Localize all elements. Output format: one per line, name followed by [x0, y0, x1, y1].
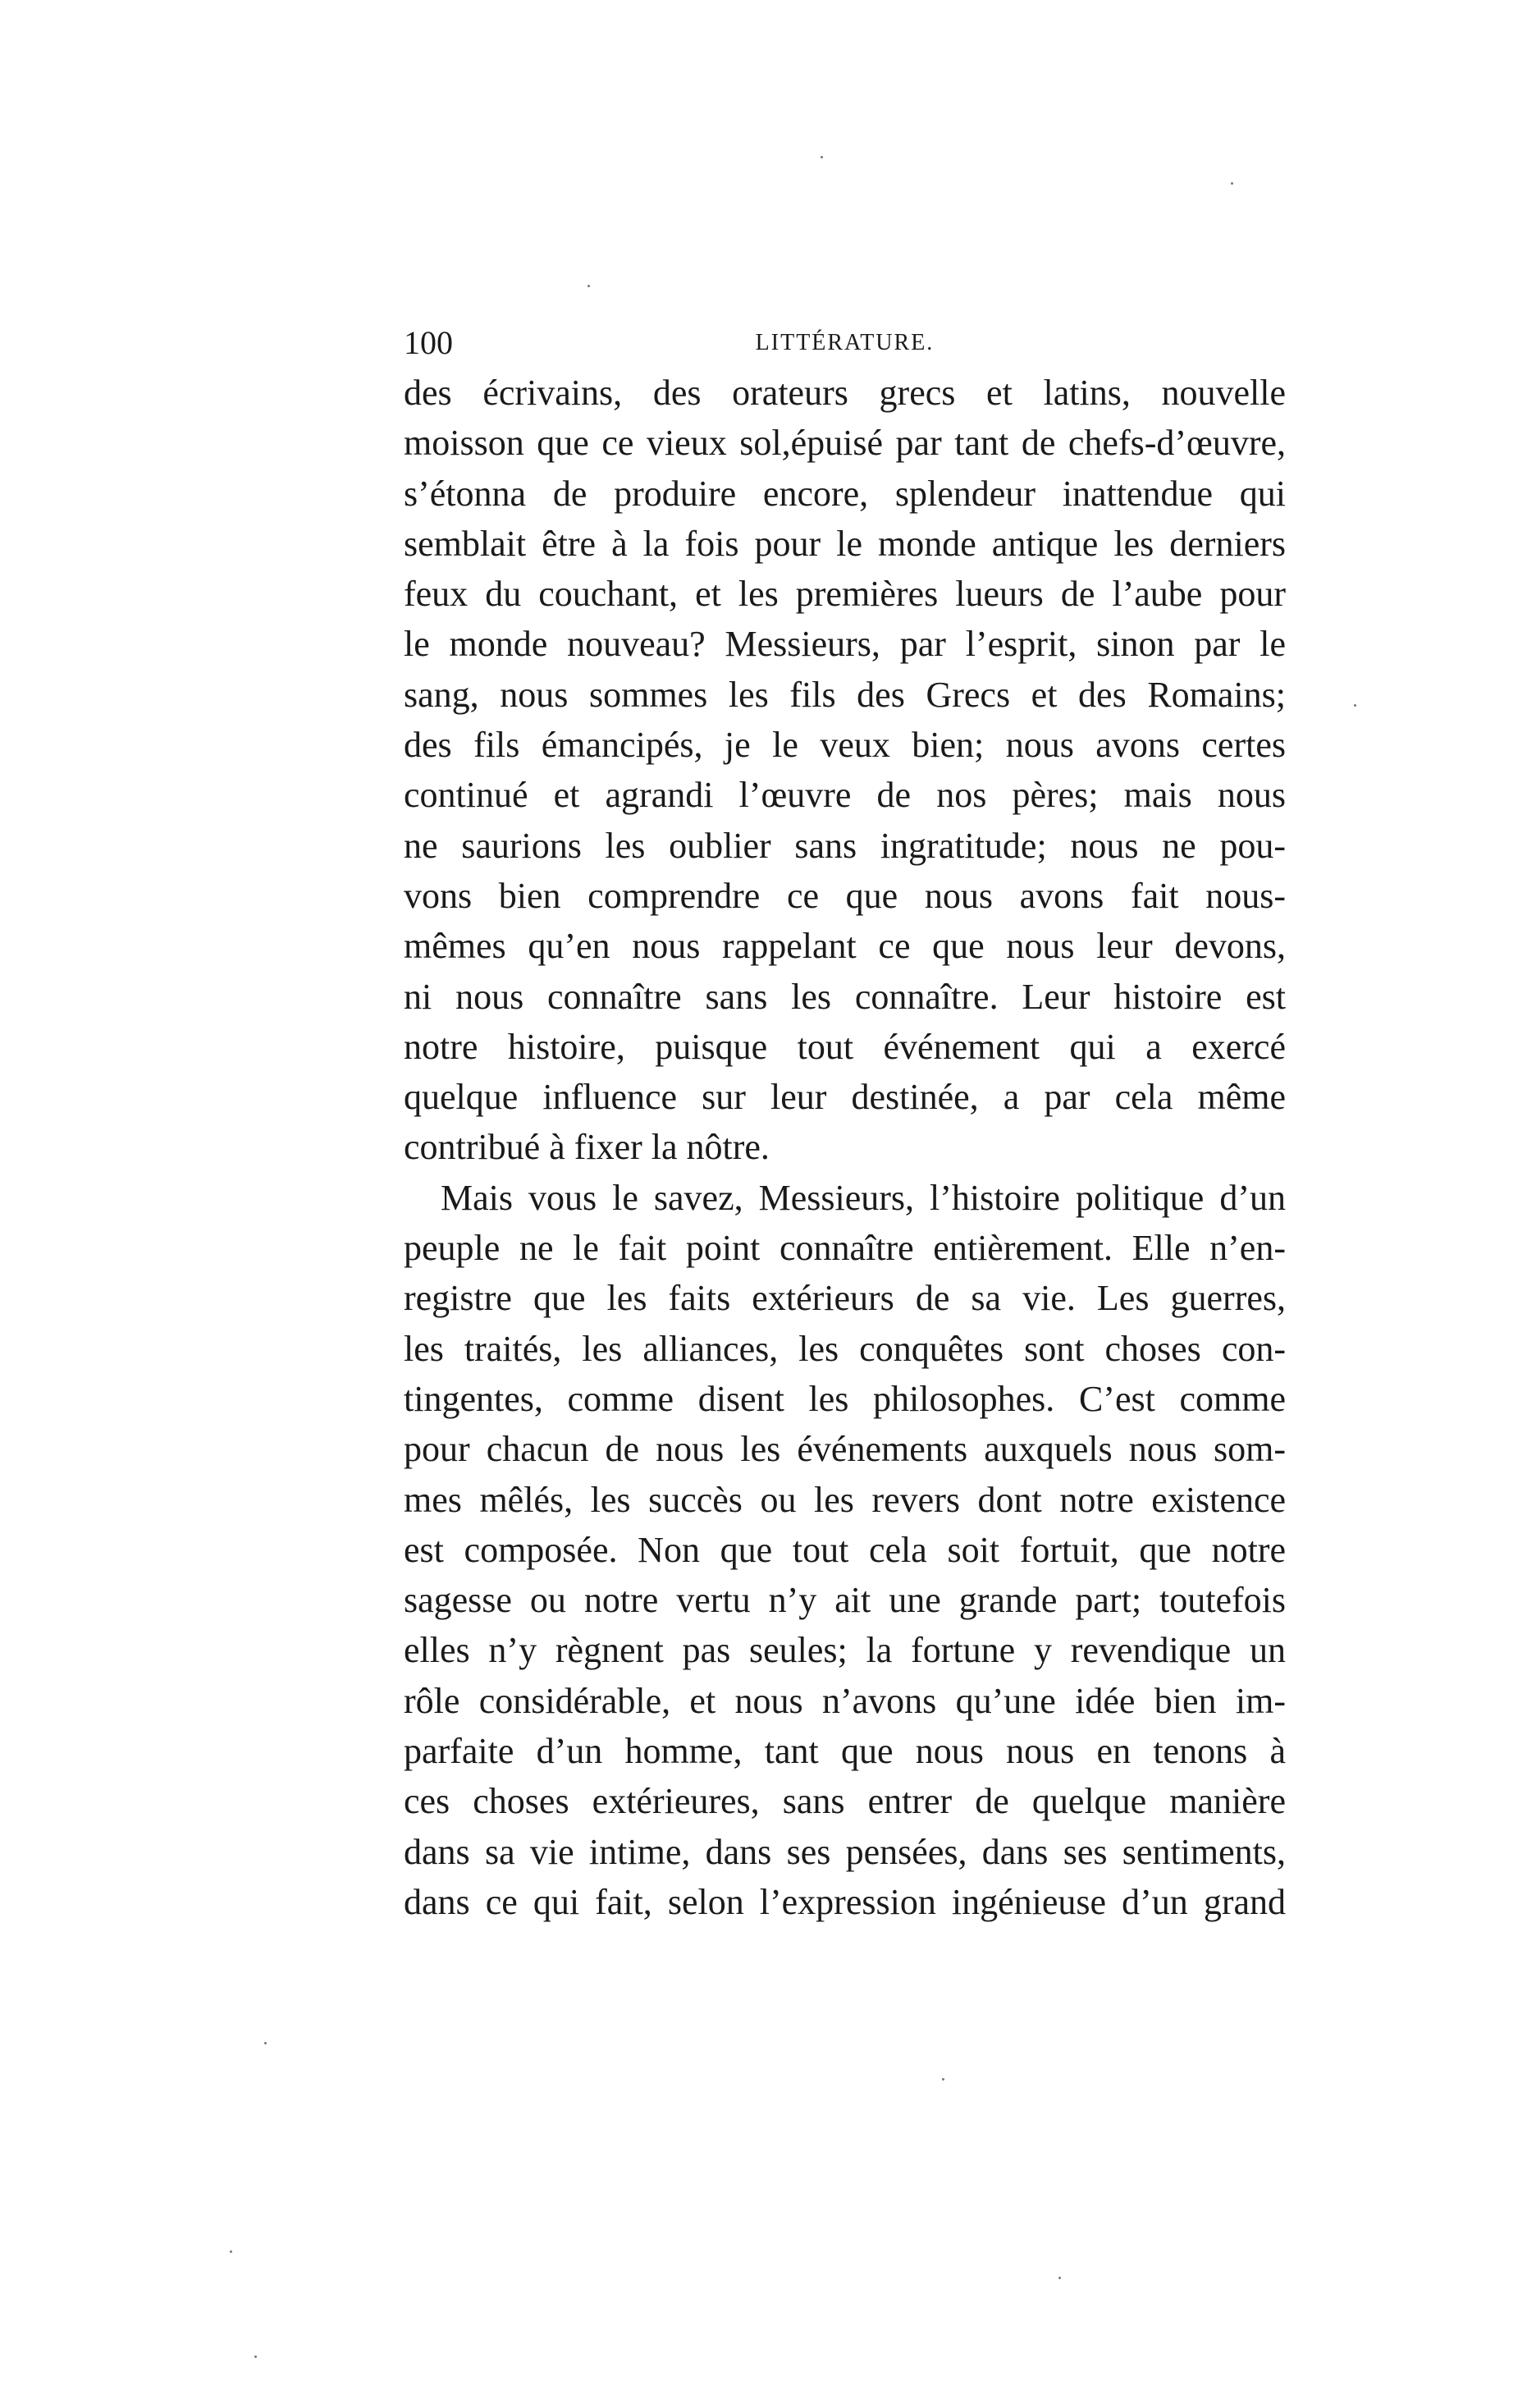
scan-speck [821, 156, 823, 158]
scan-speck [942, 2078, 944, 2081]
text-line: est composée. Non que tout cela soit fortuit, que notre [404, 1529, 1286, 1570]
text-line: notre histoire, puisque tout événement qui a exercé [404, 1026, 1286, 1067]
text-line: rôle considérable, et nous n’avons qu’une idée bien im- [404, 1680, 1286, 1721]
scan-speck [587, 285, 590, 287]
text-line: vons bien comprendre ce que nous avons fait nous- [404, 875, 1286, 916]
text-line: dans sa vie intime, dans ses pensées, dans ses sentiments, [404, 1831, 1286, 1872]
scan-speck [254, 2355, 257, 2358]
text-line: ni nous connaître sans les connaître. Leur histoire est [404, 976, 1286, 1017]
text-line: quelque influence sur leur destinée, a par cela même [404, 1077, 1286, 1118]
text-line: elles n’y règnent pas seules; la fortune y revendique un [404, 1630, 1286, 1671]
text-line: continué et agrandi l’œuvre de nos pères; mais nous [404, 775, 1286, 816]
text-line: sagesse ou notre vertu n’y ait une grande part; toutefois [404, 1580, 1286, 1621]
running-title: LITTÉRATURE. [755, 330, 935, 355]
text-line: Mais vous le savez, Messieurs, l’histoire politique d’un [441, 1177, 1286, 1218]
running-head [404, 323, 1286, 364]
scan-speck [1231, 182, 1233, 185]
text-line: des écrivains, des orateurs grecs et latins, nouvelle [404, 373, 1286, 413]
text-line: peuple ne le fait point connaître entièrement. Elle n’en- [404, 1228, 1286, 1269]
paragraph-2 [404, 1173, 1286, 1927]
paragraph-1 [404, 368, 1286, 1173]
text-line: feux du couchant, et les premières lueurs de l’aube pour [404, 574, 1286, 615]
text-line: registre que les faits extérieurs de sa vie. Les guerres, [404, 1278, 1286, 1319]
text-line: mes mêlés, les succès ou les revers dont notre existence [404, 1479, 1286, 1520]
text-line: contribué à fixer la nôtre. [404, 1127, 770, 1168]
body-text [404, 368, 1286, 1927]
scan-speck [264, 2042, 267, 2044]
text-line: ne saurions les oublier sans ingratitude; nous ne pou- [404, 825, 1286, 866]
text-line: semblait être à la fois pour le monde antique les derniers [404, 523, 1286, 564]
text-line: sang, nous sommes les fils des Grecs et des Romains; [404, 674, 1286, 715]
text-line: moisson que ce vieux sol,épuisé par tant de chefs-d’œuvre, [404, 423, 1286, 464]
text-line: des fils émancipés, je le veux bien; nous avons certes [404, 725, 1286, 766]
text-line: tingentes, comme disent les philosophes. C’est comme [404, 1378, 1286, 1419]
scan-speck [230, 2250, 232, 2253]
scan-speck [1058, 2277, 1061, 2279]
text-line: les traités, les alliances, les conquêtes sont choses con- [404, 1328, 1286, 1369]
text-line: ces choses extérieures, sans entrer de quelque manière [404, 1781, 1286, 1822]
text-line: parfaite d’un homme, tant que nous nous en tenons à [404, 1731, 1286, 1772]
scan-speck [1354, 704, 1356, 707]
text-line: dans ce qui fait, selon l’expression ingénieuse d’un grand [404, 1881, 1286, 1922]
text-line: mêmes qu’en nous rappelant ce que nous leur devons, [404, 926, 1286, 967]
text-line: le monde nouveau? Messieurs, par l’esprit, sinon par le [404, 624, 1286, 665]
text-line: s’étonna de produire encore, splendeur inattendue qui [404, 473, 1286, 514]
page-number: 100 [404, 324, 453, 361]
text-line: pour chacun de nous les événements auxquels nous som- [404, 1429, 1286, 1470]
